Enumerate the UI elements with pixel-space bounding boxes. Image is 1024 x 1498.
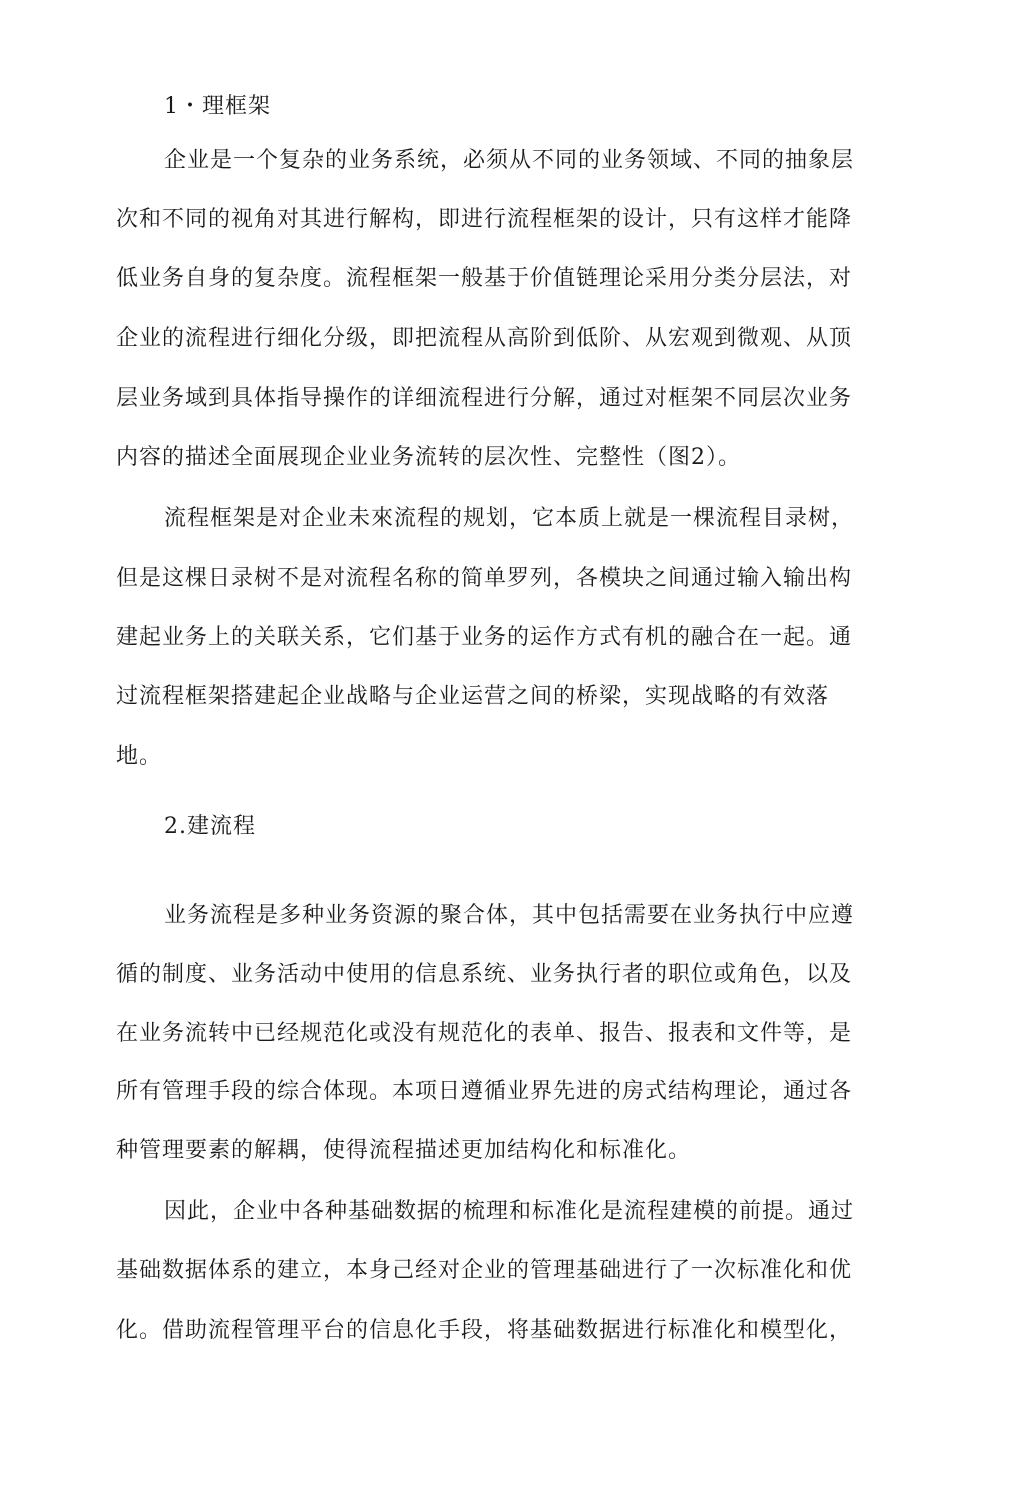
paragraph-line: 但是这棵日录树不是对流程名称的简单罗列，各模块之间通过输入输出构	[116, 566, 853, 591]
section-heading-1: 1・理框架	[164, 94, 271, 119]
paragraph-line: 过流程框架搭建起企业战略与企业运营之间的桥梁，实现战略的有效落	[116, 684, 830, 709]
paragraph-line: 层业务域到具体指导操作的详细流程进行分解，通过对框架不同层次业务	[116, 386, 853, 411]
paragraph-line: 企业是一个复杂的业务系统，必须从不同的业务领域、不同的抽象层	[164, 148, 855, 173]
paragraph-line: 建起业务上的关联关系，它们基于业务的运作方式有机的融合在一起。通	[116, 625, 853, 650]
paragraph-line: 业务流程是多种业务资源的聚合体，其中包括需要在业务执行中应遵	[164, 903, 855, 928]
paragraph-line: 低业务自身的复杂度。流程框架一般基于价值链理论采用分类分层法，对	[116, 266, 853, 291]
paragraph-line: 内容的描述全面展现企业业务流转的层次性、完整性（图2）。	[116, 445, 741, 470]
paragraph-line: 所有管理手段的综合体现。本项日遵循业界先进的房式结构理论，通过各	[116, 1079, 853, 1104]
paragraph-line: 基础数据体系的建立，本身己经对企业的管理基础进行了一次标准化和优	[116, 1258, 853, 1283]
paragraph-line: 流程框架是对企业未來流程的规划，它本质上就是一棵流程目录树，	[164, 506, 855, 531]
paragraph-line: 因此，企业中各种基础数据的梳理和标准化是流程建模的前提。通过	[164, 1199, 855, 1224]
paragraph-line: 地。	[116, 744, 163, 769]
paragraph-line: 次和不同的视角对其进行解构，即进行流程框架的设计，只有这样才能降	[116, 207, 853, 232]
paragraph-line: 企业的流程进行细化分级，即把流程从高阶到低阶、从宏观到微观、从顶	[116, 326, 853, 351]
paragraph-line: 化。借助流程管理平台的信息化手段，将基础数据进行标准化和模型化，	[116, 1318, 853, 1343]
paragraph-line: 种管理要素的解耦，使得流程描述更加结构化和标准化。	[116, 1138, 692, 1163]
paragraph-line: 在业务流转中已经规范化或没有规范化的表单、报告、报表和文件等，是	[116, 1021, 853, 1046]
paragraph-line: 循的制度、业务活动中使用的信息系统、业务执行者的职位或角色，以及	[116, 962, 853, 987]
section-heading-2: 2.建流程	[164, 814, 256, 839]
